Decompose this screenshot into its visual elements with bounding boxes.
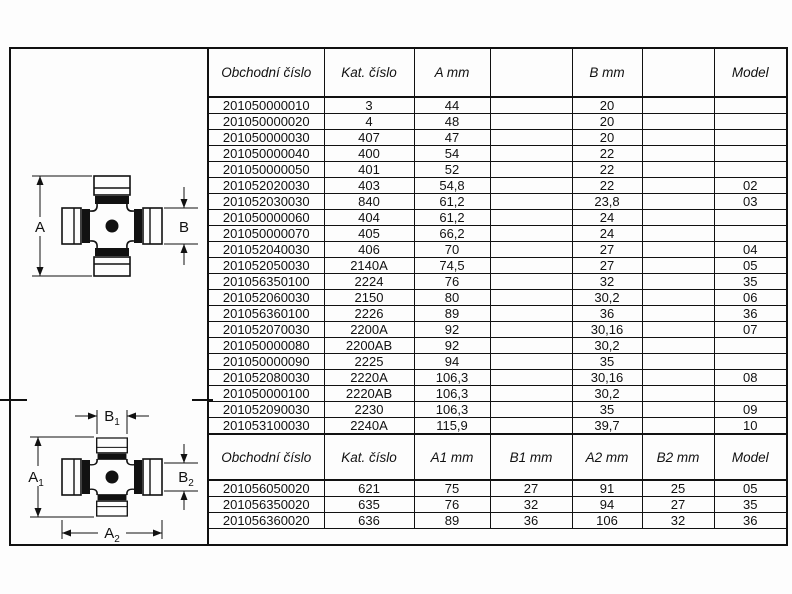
table-cell: [642, 274, 714, 290]
table-cell: 30,16: [572, 322, 642, 338]
table-cell: 23,8: [572, 194, 642, 210]
table-cell: [490, 274, 572, 290]
column-header: Kat. číslo: [324, 435, 414, 481]
table-cell: 404: [324, 210, 414, 226]
column-header: A1 mm: [414, 435, 490, 481]
table-cell: [714, 338, 786, 354]
table-cell: [490, 338, 572, 354]
dimension-b2-label: $B_2$: [178, 469, 194, 489]
table-cell: 05: [714, 258, 786, 274]
table-row: [209, 513, 786, 529]
table-cell: 201050000080: [209, 338, 324, 354]
section-divider-tick-right: [192, 399, 213, 401]
table-cell: 47: [414, 130, 490, 146]
table-cell: 2150: [324, 290, 414, 306]
table-cell: 61,2: [414, 210, 490, 226]
table-cell: 2220A: [324, 370, 414, 386]
table-cell: [642, 226, 714, 242]
table-cell: 32: [572, 274, 642, 290]
column-header: B mm: [572, 49, 642, 97]
table-cell: 201056360020: [209, 513, 324, 529]
dimension-b1-label: $B_1$: [104, 408, 120, 428]
table-cell: [490, 306, 572, 322]
tables-area: [209, 49, 786, 544]
table-cell: 840: [324, 194, 414, 210]
table-row: [209, 418, 786, 434]
table-cell: 201052060030: [209, 290, 324, 306]
table-cell: [714, 162, 786, 178]
table-cell: 75: [414, 480, 490, 497]
table-cell: 52: [414, 162, 490, 178]
table-cell: [642, 322, 714, 338]
table-cell: 08: [714, 370, 786, 386]
table-cell: 03: [714, 194, 786, 210]
page-frame: [9, 47, 788, 546]
dimension-a-label: A: [34, 219, 46, 236]
table-cell: 403: [324, 178, 414, 194]
table-cell: [490, 162, 572, 178]
table-cell: 44: [414, 97, 490, 114]
table-cell: [490, 194, 572, 210]
table-cell: [714, 114, 786, 130]
table-cell: [642, 97, 714, 114]
column-header: Obchodní číslo: [209, 435, 324, 481]
table-row: [209, 258, 786, 274]
table-cell: 115,9: [414, 418, 490, 434]
table-cell: [714, 146, 786, 162]
table-cell: [490, 386, 572, 402]
table-row: [209, 146, 786, 162]
table-cell: 201056350100: [209, 274, 324, 290]
column-header: Kat. číslo: [324, 49, 414, 97]
table-cell: 201050000070: [209, 226, 324, 242]
table-cell: 201050000040: [209, 146, 324, 162]
diagram-column: [11, 49, 209, 544]
table-cell: 2140A: [324, 258, 414, 274]
table-cell: 32: [642, 513, 714, 529]
table-cell: 201052040030: [209, 242, 324, 258]
table-cell: [642, 402, 714, 418]
table-cell: 30,2: [572, 290, 642, 306]
table-cell: 636: [324, 513, 414, 529]
table-cell: 201050000090: [209, 354, 324, 370]
header-row: [209, 49, 786, 97]
table-cell: [490, 322, 572, 338]
table-cell: [642, 178, 714, 194]
table-row: [209, 162, 786, 178]
table-row: [209, 130, 786, 146]
table-cell: 27: [572, 242, 642, 258]
table-cell: [490, 210, 572, 226]
table-cell: 76: [414, 274, 490, 290]
table-cell: 201053100030: [209, 418, 324, 434]
table-row: [209, 338, 786, 354]
table-cell: [714, 97, 786, 114]
table-cell: [490, 290, 572, 306]
table-cell: 04: [714, 242, 786, 258]
table-cell: 22: [572, 178, 642, 194]
table-row: [209, 242, 786, 258]
table-cell: [714, 226, 786, 242]
table-cell: [490, 370, 572, 386]
table-row: [209, 178, 786, 194]
table-cell: 48: [414, 114, 490, 130]
table-cell: 2200AB: [324, 338, 414, 354]
table-cell: 201056350020: [209, 497, 324, 513]
column-header: B2 mm: [642, 435, 714, 481]
table-cell: 22: [572, 146, 642, 162]
table-cell: [490, 402, 572, 418]
table-row: [209, 386, 786, 402]
table-cell: [642, 210, 714, 226]
table-cell: [714, 386, 786, 402]
table-cell: [490, 114, 572, 130]
column-header: Model: [714, 49, 786, 97]
table-cell: 76: [414, 497, 490, 513]
table-cell: 35: [572, 354, 642, 370]
table-cell: 30,2: [572, 338, 642, 354]
table-cell: [642, 258, 714, 274]
table-cell: 91: [572, 480, 642, 497]
table-cell: 400: [324, 146, 414, 162]
table-cell: 406: [324, 242, 414, 258]
column-header: [642, 49, 714, 97]
table-cell: 94: [414, 354, 490, 370]
table-cell: 201052030030: [209, 194, 324, 210]
table-cell: 06: [714, 290, 786, 306]
table-cell: 201050000020: [209, 114, 324, 130]
universal-joint-diagram-double: [12, 399, 208, 544]
table-cell: [714, 354, 786, 370]
table-cell: 80: [414, 290, 490, 306]
table-row: [209, 210, 786, 226]
table-cell: 2225: [324, 354, 414, 370]
table-cell: 66,2: [414, 226, 490, 242]
table-cell: 36: [714, 513, 786, 529]
table-cell: [490, 130, 572, 146]
table-cell: [642, 338, 714, 354]
table-row: [209, 114, 786, 130]
table-cell: 35: [572, 402, 642, 418]
table-cell: 201050000010: [209, 97, 324, 114]
table-cell: 89: [414, 306, 490, 322]
table-cell: 92: [414, 338, 490, 354]
table-cell: [642, 306, 714, 322]
table-cell: 35: [714, 274, 786, 290]
table-cell: 27: [490, 480, 572, 497]
table-cell: 201052080030: [209, 370, 324, 386]
table-cell: [714, 210, 786, 226]
table-cell: 20: [572, 130, 642, 146]
column-header: Obchodní číslo: [209, 49, 324, 97]
table-cell: 20: [572, 114, 642, 130]
table-cell: 201052020030: [209, 178, 324, 194]
table-cell: 24: [572, 226, 642, 242]
table-cell: 27: [642, 497, 714, 513]
dimension-table-double: [209, 434, 786, 529]
dimension-a1-label: $A_1$: [28, 469, 44, 489]
dimension-a2-label: $A_2$: [104, 525, 120, 545]
table-cell: [490, 258, 572, 274]
section-divider-tick-left: [0, 399, 27, 401]
table-cell: 106,3: [414, 402, 490, 418]
header-row: [209, 435, 786, 481]
table-cell: [642, 418, 714, 434]
table-cell: 30,16: [572, 370, 642, 386]
dimension-b-label: B: [178, 219, 190, 236]
column-header: A mm: [414, 49, 490, 97]
column-header: [490, 49, 572, 97]
table-cell: 3: [324, 97, 414, 114]
table-cell: [642, 386, 714, 402]
table-cell: [642, 162, 714, 178]
table-cell: [490, 418, 572, 434]
table-cell: 36: [572, 306, 642, 322]
table-cell: 621: [324, 480, 414, 497]
table-cell: [490, 178, 572, 194]
table-cell: 39,7: [572, 418, 642, 434]
table-row: [209, 370, 786, 386]
table-cell: [642, 290, 714, 306]
table-cell: 35: [714, 497, 786, 513]
table-row: [209, 480, 786, 497]
table-cell: [642, 114, 714, 130]
table-cell: 20: [572, 97, 642, 114]
table-cell: 201052070030: [209, 322, 324, 338]
table-cell: 635: [324, 497, 414, 513]
table-cell: 05: [714, 480, 786, 497]
table-cell: 201050000050: [209, 162, 324, 178]
table-cell: [642, 130, 714, 146]
table-cell: 106,3: [414, 386, 490, 402]
table-cell: 106,3: [414, 370, 490, 386]
table-cell: 89: [414, 513, 490, 529]
table-row: [209, 226, 786, 242]
table-cell: 2230: [324, 402, 414, 418]
table-cell: 2226: [324, 306, 414, 322]
table-cell: 92: [414, 322, 490, 338]
table-cell: [642, 146, 714, 162]
table-cell: 401: [324, 162, 414, 178]
column-header: B1 mm: [490, 435, 572, 481]
table-row: [209, 290, 786, 306]
table-cell: 27: [572, 258, 642, 274]
table-row: [209, 274, 786, 290]
table-cell: 32: [490, 497, 572, 513]
table-cell: [490, 354, 572, 370]
table-cell: 70: [414, 242, 490, 258]
table-cell: 09: [714, 402, 786, 418]
table-row: [209, 402, 786, 418]
table-cell: 2240A: [324, 418, 414, 434]
table-cell: 36: [714, 306, 786, 322]
table-cell: [642, 370, 714, 386]
table-cell: [490, 97, 572, 114]
table-row: [209, 97, 786, 114]
table-cell: [642, 242, 714, 258]
table-cell: 201050000100: [209, 386, 324, 402]
table-cell: [490, 242, 572, 258]
table-cell: 2200A: [324, 322, 414, 338]
table-row: [209, 322, 786, 338]
table-cell: 405: [324, 226, 414, 242]
table-cell: 02: [714, 178, 786, 194]
table-cell: 74,5: [414, 258, 490, 274]
column-header: Model: [714, 435, 786, 481]
table-cell: 22: [572, 162, 642, 178]
table-row: [209, 354, 786, 370]
table-cell: 10: [714, 418, 786, 434]
table-row: [209, 306, 786, 322]
table-cell: [490, 226, 572, 242]
table-row: [209, 194, 786, 210]
table-cell: 25: [642, 480, 714, 497]
table-cell: 4: [324, 114, 414, 130]
spider-cross-icon: [62, 176, 162, 276]
table-cell: [642, 354, 714, 370]
table-cell: 54: [414, 146, 490, 162]
table-cell: 94: [572, 497, 642, 513]
table-row: [209, 497, 786, 513]
table-cell: 201056050020: [209, 480, 324, 497]
table-cell: 201056360100: [209, 306, 324, 322]
universal-joint-diagram-single: [12, 149, 208, 309]
table-cell: [490, 146, 572, 162]
table-cell: 201052050030: [209, 258, 324, 274]
table-cell: [642, 194, 714, 210]
table-cell: 36: [490, 513, 572, 529]
table-cell: [714, 130, 786, 146]
table-cell: 407: [324, 130, 414, 146]
table-cell: 07: [714, 322, 786, 338]
dimension-table-single: [209, 49, 786, 434]
table-cell: 201050000060: [209, 210, 324, 226]
table-cell: 54,8: [414, 178, 490, 194]
table-cell: 30,2: [572, 386, 642, 402]
table-cell: 201052090030: [209, 402, 324, 418]
table-cell: 201050000030: [209, 130, 324, 146]
table-cell: 61,2: [414, 194, 490, 210]
spider-cross-icon: [62, 438, 162, 516]
table-cell: 106: [572, 513, 642, 529]
table-cell: 2220AB: [324, 386, 414, 402]
column-header: A2 mm: [572, 435, 642, 481]
table-cell: 2224: [324, 274, 414, 290]
table-cell: 24: [572, 210, 642, 226]
